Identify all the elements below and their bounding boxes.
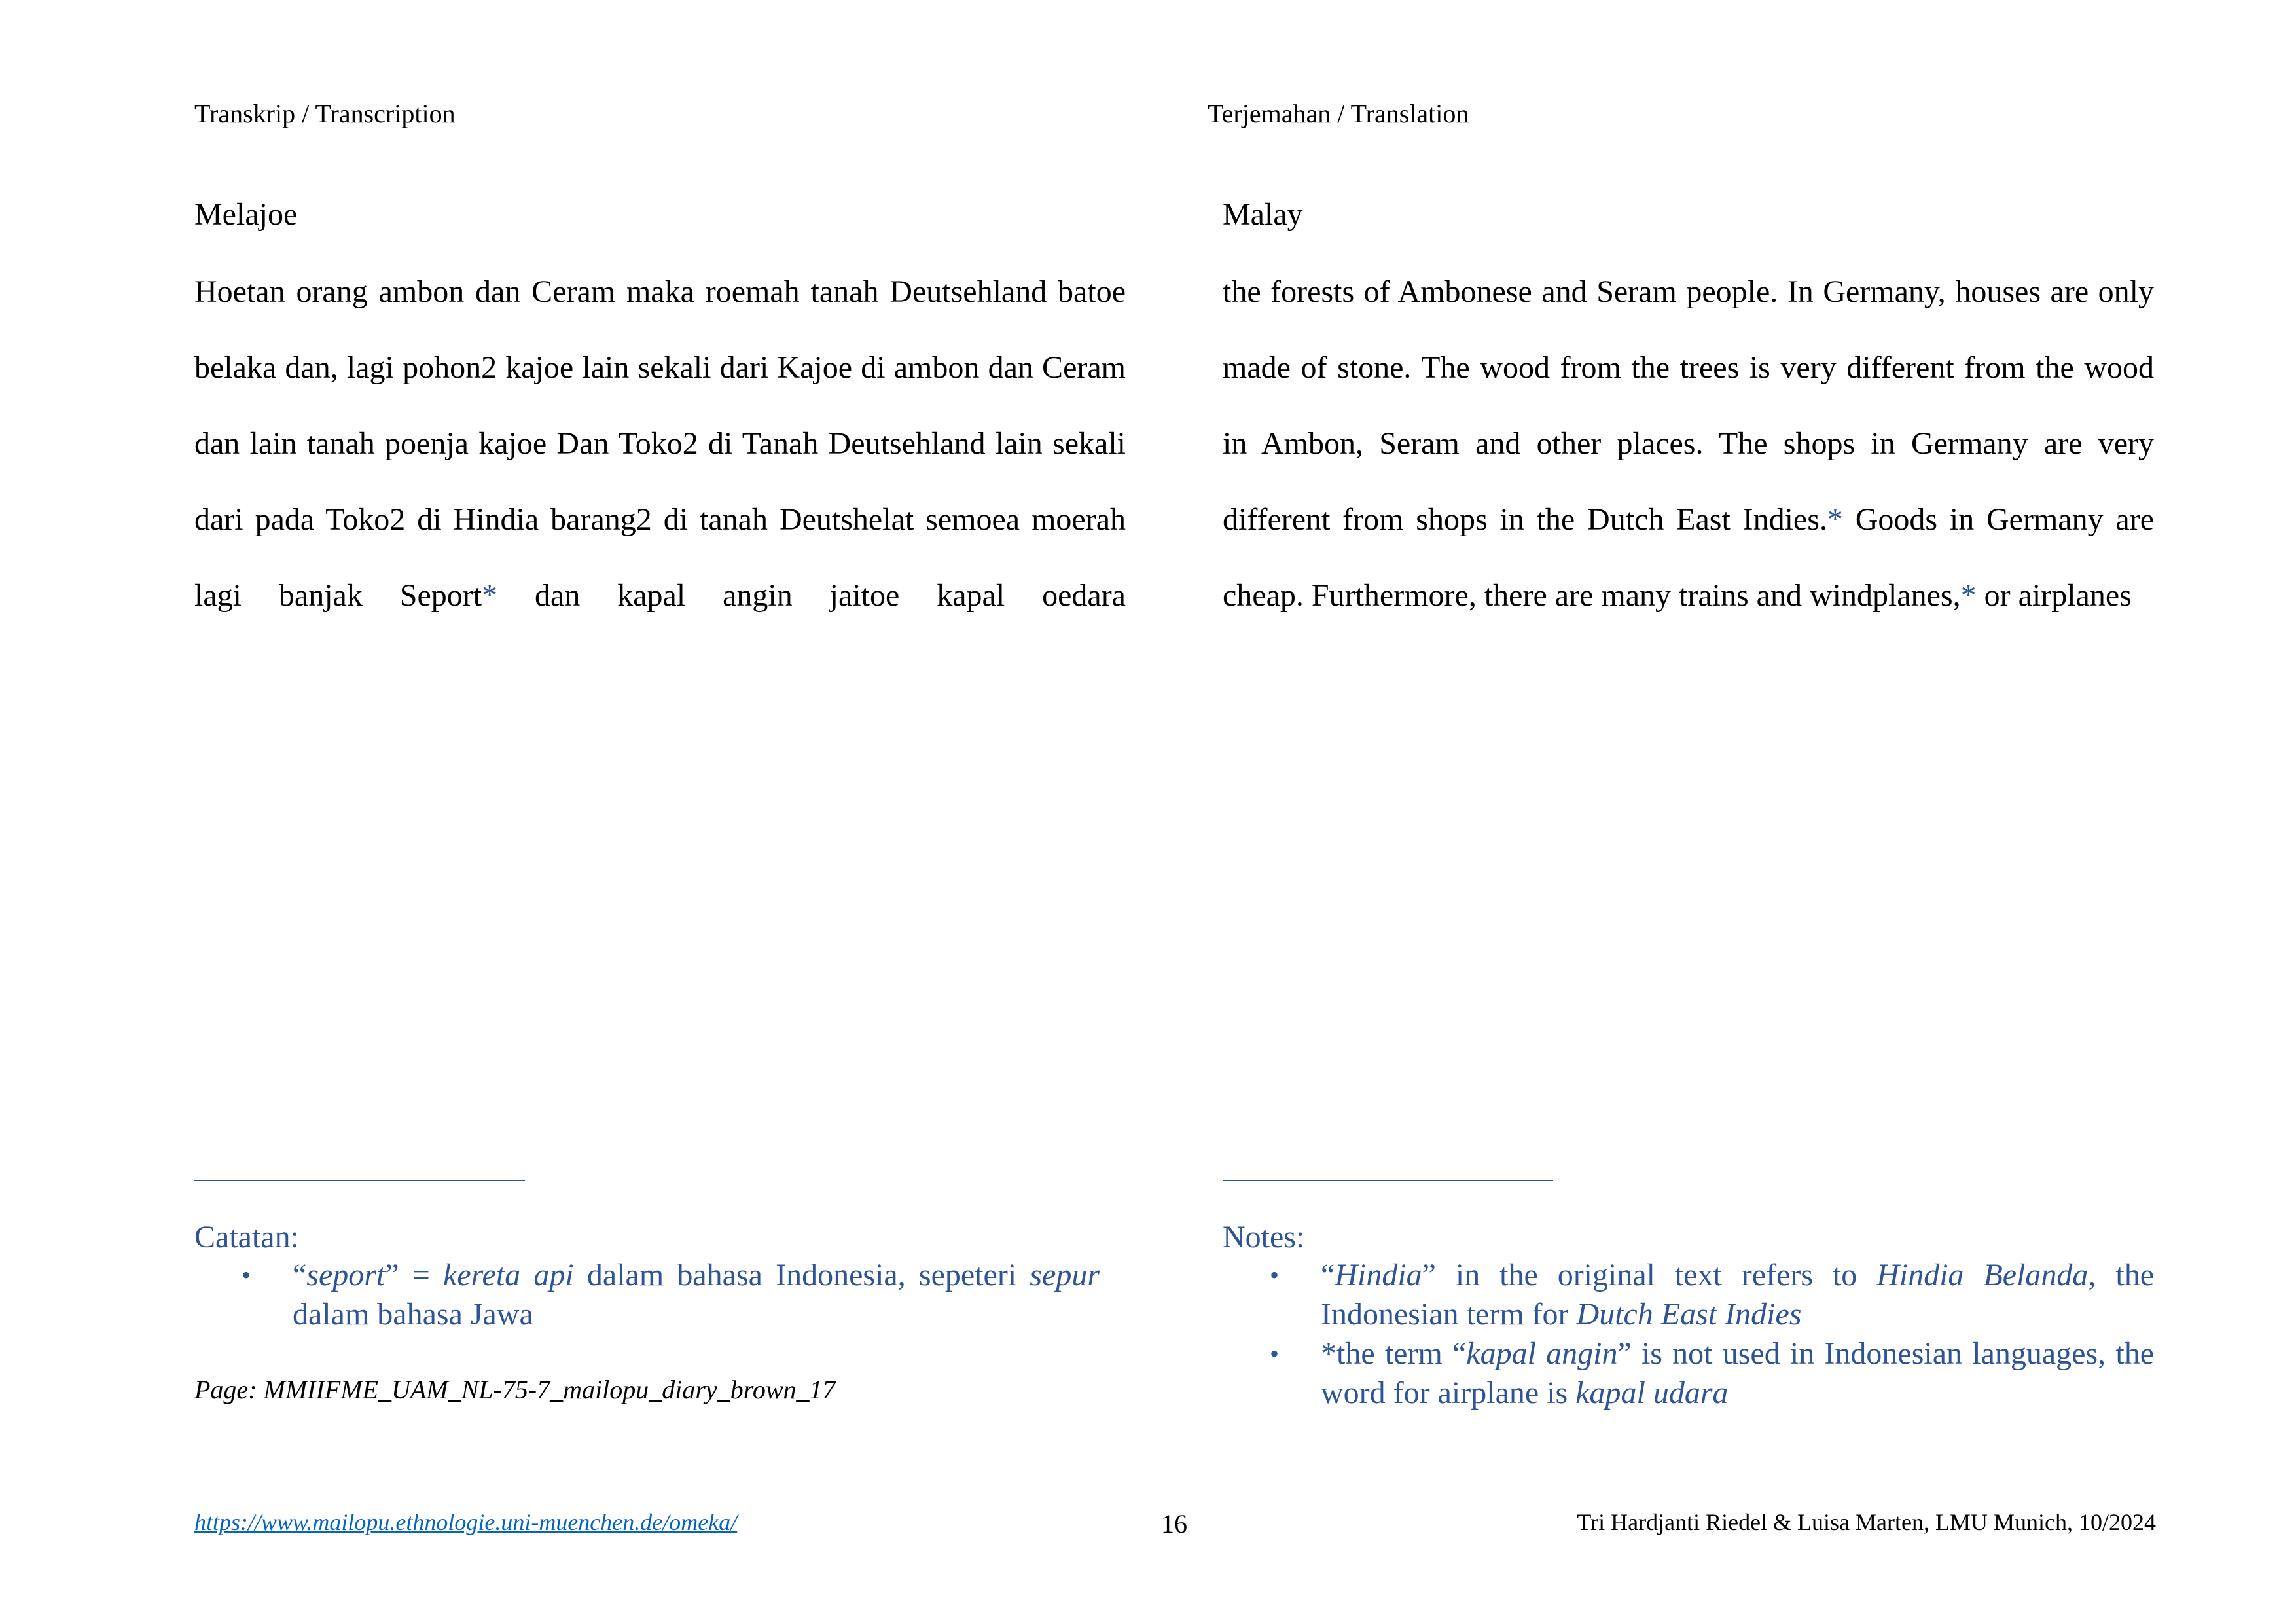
catatan-item [194,1256,1100,1334]
italic-term: Hindia [1335,1258,1422,1292]
italic-term: Hindia Belanda [1876,1258,2089,1292]
italic-term: kereta api [443,1258,574,1292]
page-number: 16 [1161,1509,1187,1539]
catatan-heading: Catatan: [194,1220,299,1254]
transcription-body: Hoetan orang ambon dan Ceram maka roemah tanah Deutsehland batoe belaka dan, lagi pohon2 kajoe lain sekali dari Kajoe di ambon dan Ceram dan lain tanah poenja kajoe Dan Toko2 di Tanah Deutsehland lain sekali dari pada Toko2 di Hindia barang2 di tanah Deutshelat semoea moerah lagi banjak Seport* dan kapal angin jaitoe kapal oedara [194,274,1126,613]
notes-list [1223,1256,2154,1413]
translation-title: Malay [1223,197,1303,232]
bullet-icon: • [1270,1260,1280,1290]
italic-term: sepur [1030,1258,1100,1292]
left-footnote-rule [194,1180,525,1181]
transcription-title: Melajoe [194,197,298,232]
notes-item [1223,1256,2154,1334]
notes-item [1223,1334,2154,1413]
asterisk-marker: * [482,578,498,613]
catatan-item-text: “seport” = kereta api dalam bahasa Indonesia, sepeteri sepur dalam bahasa Jawa [293,1258,1100,1332]
right-footnote-rule [1223,1180,1553,1181]
transcription-header: Transkrip / Transcription [194,99,456,128]
page-reference: Page: MMIIFME_UAM_NL-75-7_mailopu_diary_brown_17 [194,1375,836,1404]
asterisk-marker: * [1960,578,1977,613]
italic-term: kapal angin [1466,1336,1618,1371]
notes-item-text: *the term “kapal angin” is not used in Indonesian languages, the word for airplane is kapal udara [1321,1336,2154,1410]
omeka-link[interactable]: https://www.mailopu.ethnologie.uni-muenchen.de/omeka/ [194,1509,738,1535]
bullet-icon: • [242,1260,251,1290]
notes-heading: Notes: [1223,1220,1305,1254]
translation-header: Terjemahan / Translation [1208,99,1469,128]
author-credit: Tri Hardjanti Riedel & Luisa Marten, LMU Munich, 10/2024 [1577,1509,2156,1535]
italic-term: Dutch East Indies [1576,1297,1802,1332]
catatan-list [194,1256,1100,1334]
bullet-icon: • [1270,1339,1280,1368]
asterisk-marker: * [1827,502,1843,537]
italic-term: kapal udara [1575,1376,1729,1410]
translation-body: the forests of Ambonese and Seram people. In Germany, houses are only made of stone. The wood from the trees is very different from the wood in Ambon, Seram and other places. The shops in Germany are very different from shops in the Dutch East Indies.* Goods in Germany are cheap. Furthermore, there are many trains and windplanes,* or airplanes [1223,274,2154,613]
notes-item-text: “Hindia” in the original text refers to Hindia Belanda, the Indonesian term for Dutch East Indies [1321,1258,2154,1332]
italic-term: seport [306,1258,386,1292]
